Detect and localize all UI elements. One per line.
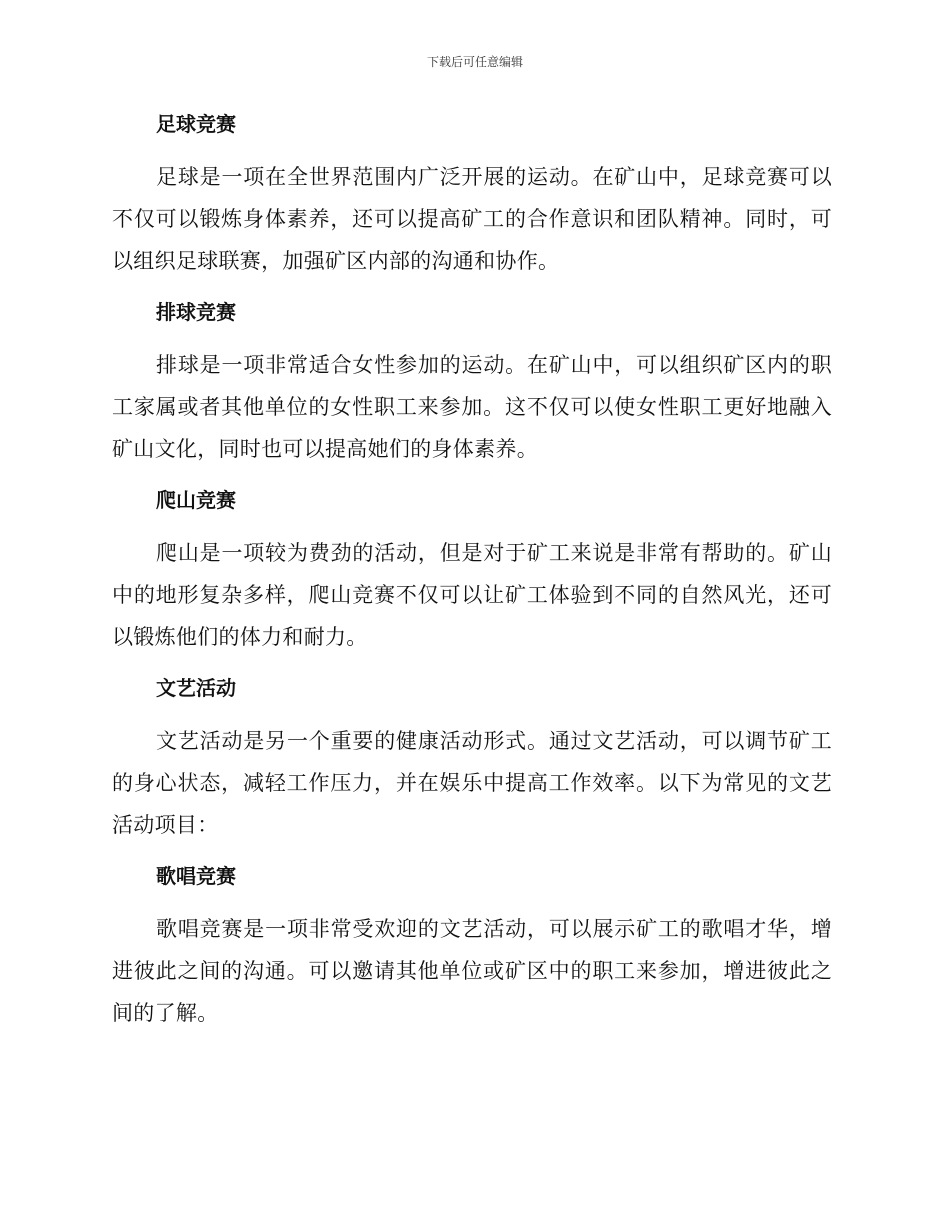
section-heading-football: 足球竞赛 (156, 112, 236, 136)
section-body-volleyball: 排球是一项非常适合女性参加的运动。在矿山中，可以组织矿区内的职工家属或者其他单位的女性职工来参加。这不仅可以使女性职工更好地融入矿山文化，同时也可以提高她们的身体素养。 (112, 353, 832, 461)
header-note: 下载后可任意编辑 (426, 55, 523, 69)
section-heading-arts: 文艺活动 (156, 676, 236, 700)
section-body-arts: 文艺活动是另一个重要的健康活动形式。通过文艺活动，可以调节矿工的身心状态，减轻工作压力，并在娱乐中提高工作效率。以下为常见的文艺活动项目： (112, 729, 832, 837)
section-body-singing: 歌唱竞赛是一项非常受欢迎的文艺活动，可以展示矿工的歌唱才华，增进彼此之间的沟通。可以邀请其他单位或矿区中的职工来参加，增进彼此之间的了解。 (112, 917, 832, 1025)
section-heading-climbing: 爬山竞赛 (156, 488, 236, 512)
section-heading-singing: 歌唱竞赛 (156, 864, 236, 888)
document-body (112, 110, 832, 1050)
section-heading-volleyball: 排球竞赛 (156, 300, 236, 324)
section-body-climbing: 爬山是一项较为费劲的活动，但是对于矿工来说是非常有帮助的。矿山中的地形复杂多样，爬山竞赛不仅可以让矿工体验到不同的自然风光，还可以锻炼他们的体力和耐力。 (112, 541, 832, 649)
section-body-football: 足球是一项在全世界范围内广泛开展的运动。在矿山中，足球竞赛可以不仅可以锻炼身体素养，还可以提高矿工的合作意识和团队精神。同时，可以组织足球联赛，加强矿区内部的沟通和协作。 (112, 165, 832, 273)
